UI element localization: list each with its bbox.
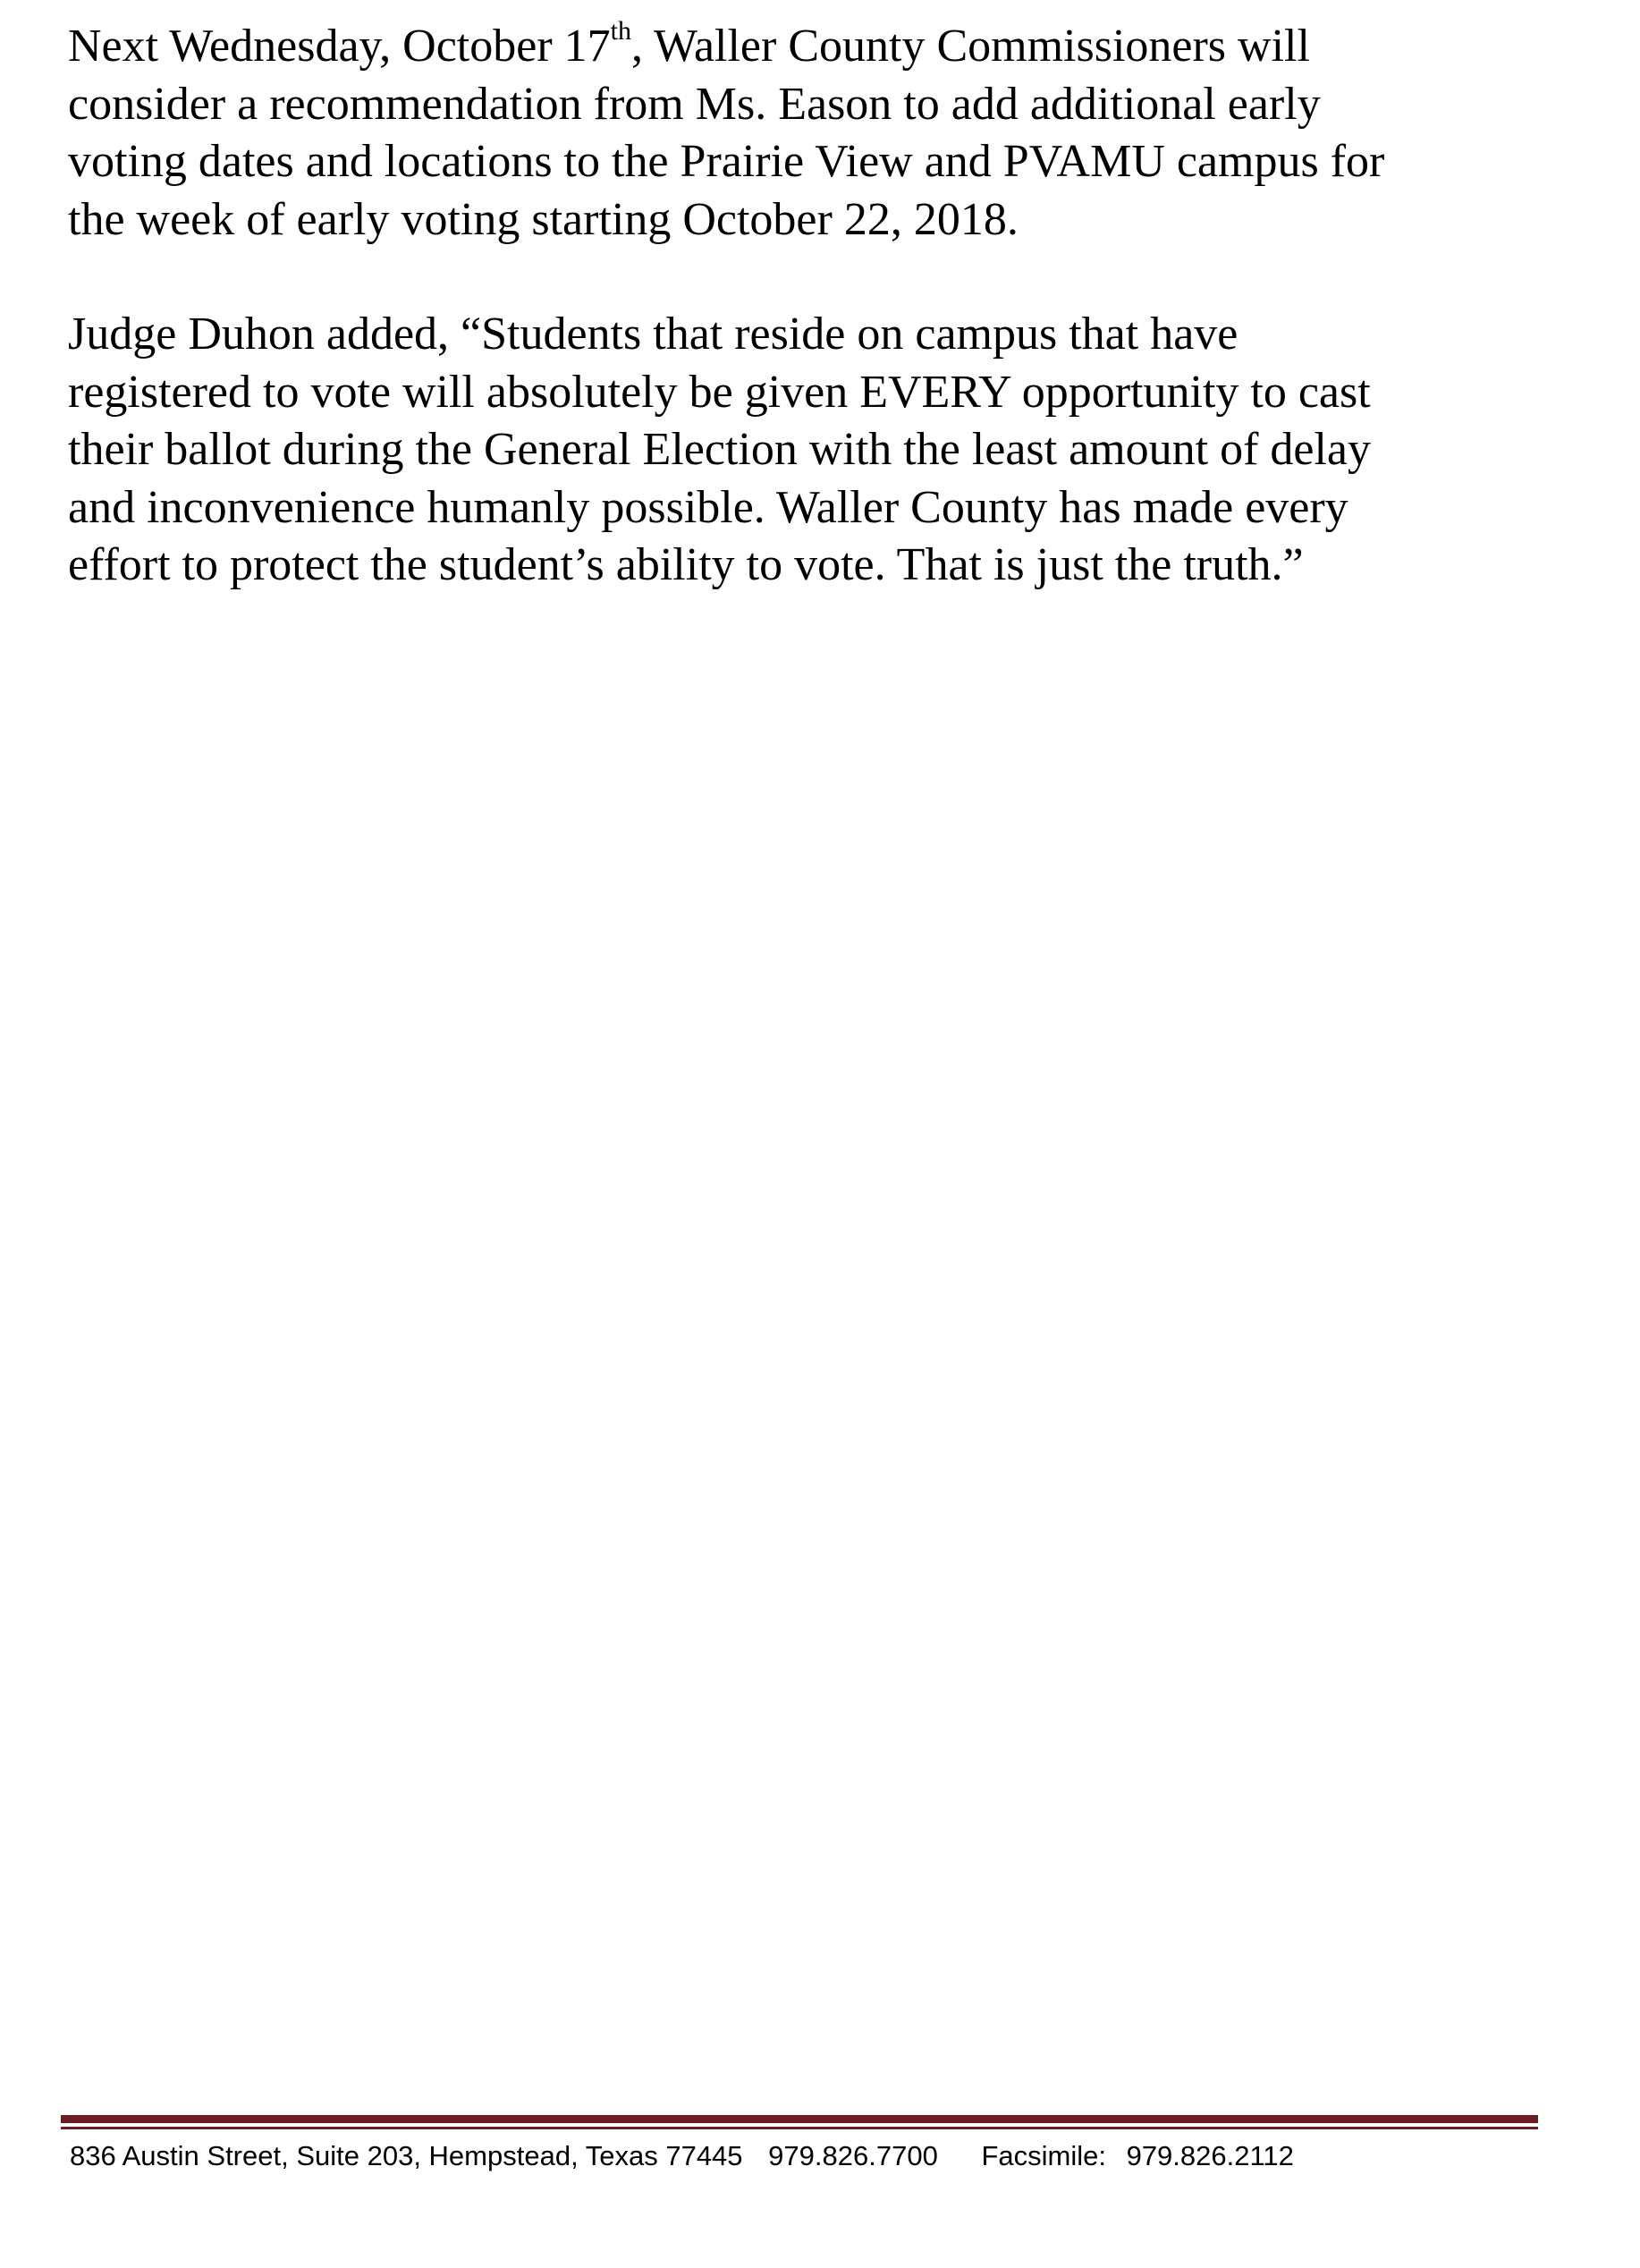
footer-phone: 979.826.7700 [768,2140,938,2171]
text-segment: Next Wednesday, October 17 [68,21,611,72]
document-body [68,18,1534,595]
text-line: consider a recommendation from Ms. Eason to add additional early [68,78,1321,130]
text-line: voting dates and locations to the Prairie View and PVAMU campus for [68,136,1385,187]
text-line: and inconvenience humanly possible. Waller County has made every [68,481,1348,533]
footer-divider-thick [61,2115,1538,2123]
footer-contact [70,2140,1294,2172]
ordinal-superscript: th [610,16,631,46]
footer-divider [61,2115,1538,2129]
text-line: registered to vote will absolutely be given EVERY opportunity to cast [68,366,1371,418]
footer-fax-label: Facsimile: [981,2140,1106,2171]
text-line: their ballot during the General Election with the least amount of delay [68,424,1371,475]
text-line: effort to protect the student’s ability to vote. That is just the truth.” [68,539,1304,590]
text-line: Judge Duhon added, “Students that reside on campus that have [68,309,1238,360]
footer-address: 836 Austin Street, Suite 203, Hempstead, Texas 77445 [70,2140,743,2171]
text-line [68,18,1534,76]
paragraph-judge-quote [68,306,1534,595]
text-line: the week of early voting starting October 22, 2018. [68,193,1019,245]
footer-divider-thin [61,2127,1538,2129]
text-segment: , Waller County Commissioners will [630,21,1310,72]
footer-fax: 979.826.2112 [1126,2140,1294,2171]
paragraph-commissioners [68,18,1534,249]
